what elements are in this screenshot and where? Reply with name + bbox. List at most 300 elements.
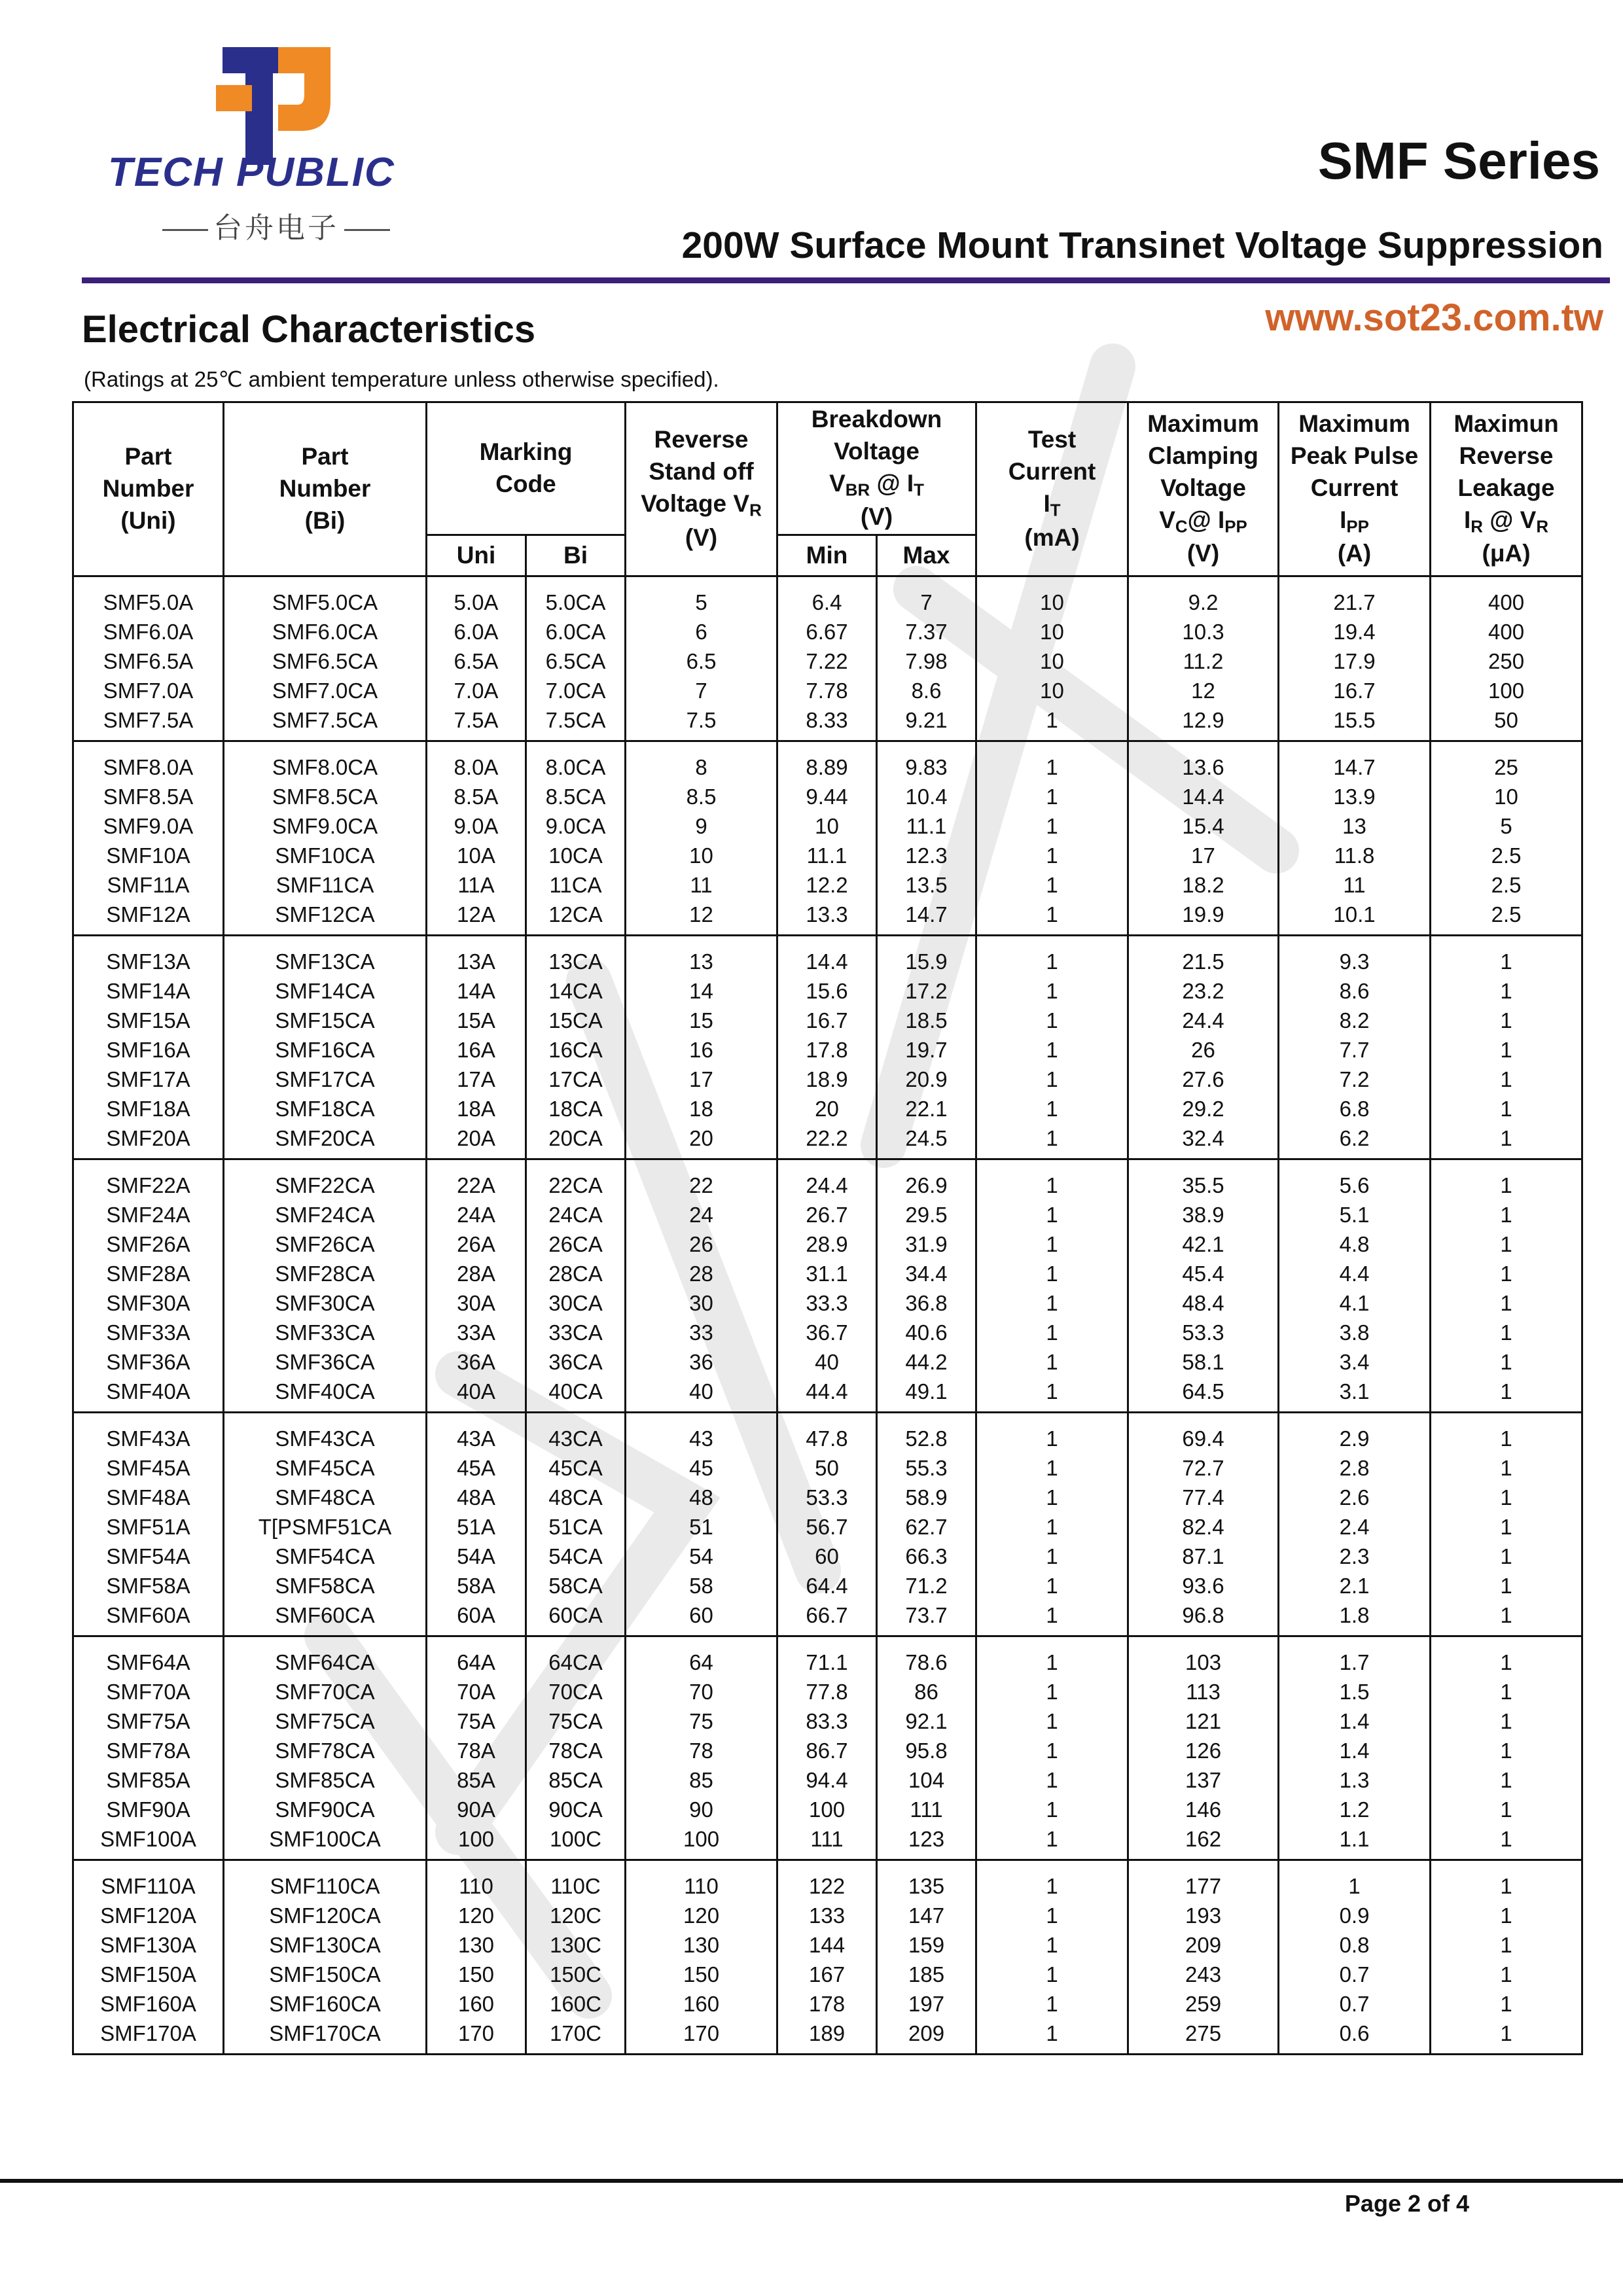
part-number-bi-cell: SMF54CA xyxy=(224,1542,427,1571)
marking-code-uni-cell: 18A xyxy=(427,1094,526,1123)
breakdown-max-cell: 19.7 xyxy=(877,1035,976,1065)
part-number-bi-cell: SMF160CA xyxy=(224,1989,427,2019)
breakdown-max-cell: 13.5 xyxy=(877,870,976,900)
table-row xyxy=(73,676,1582,705)
ratings-note: (Ratings at 25℃ ambient temperature unless otherwise specified). xyxy=(84,367,719,391)
standoff-voltage-cell: 22 xyxy=(626,1159,777,1201)
reverse-leakage-cell: 1 xyxy=(1431,1736,1582,1765)
marking-code-uni-cell: 160 xyxy=(427,1989,526,2019)
marking-code-bi-cell: 51CA xyxy=(526,1512,626,1542)
test-current-cell: 1 xyxy=(976,1200,1128,1229)
test-current-cell: 1 xyxy=(976,1288,1128,1318)
breakdown-min-cell: 111 xyxy=(777,1824,877,1860)
clamping-voltage-cell: 19.9 xyxy=(1128,900,1279,936)
breakdown-max-cell: 95.8 xyxy=(877,1736,976,1765)
part-number-bi-cell: SMF8.5CA xyxy=(224,782,427,811)
marking-code-bi-cell: 54CA xyxy=(526,1542,626,1571)
marking-code-bi-cell: 12CA xyxy=(526,900,626,936)
breakdown-max-cell: 14.7 xyxy=(877,900,976,936)
standoff-voltage-cell: 13 xyxy=(626,936,777,977)
marking-code-uni-cell: 70A xyxy=(427,1677,526,1706)
peak-pulse-current-cell: 17.9 xyxy=(1279,646,1431,676)
clamping-voltage-cell: 35.5 xyxy=(1128,1159,1279,1201)
clamping-voltage-cell: 193 xyxy=(1128,1901,1279,1930)
clamping-voltage-cell: 23.2 xyxy=(1128,976,1279,1006)
table-row xyxy=(73,811,1582,841)
marking-code-uni-cell: 150 xyxy=(427,1960,526,1989)
breakdown-min-cell: 36.7 xyxy=(777,1318,877,1347)
table-row xyxy=(73,1600,1582,1636)
standoff-voltage-cell: 6 xyxy=(626,617,777,646)
part-number-bi-cell: SMF33CA xyxy=(224,1318,427,1347)
marking-code-bi-cell: 5.0CA xyxy=(526,576,626,618)
table-row xyxy=(73,1006,1582,1035)
standoff-voltage-cell: 120 xyxy=(626,1901,777,1930)
table-row xyxy=(73,1736,1582,1765)
marking-code-bi-cell: 30CA xyxy=(526,1288,626,1318)
breakdown-min-cell: 28.9 xyxy=(777,1229,877,1259)
test-current-cell: 10 xyxy=(976,576,1128,618)
clamping-voltage-cell: 10.3 xyxy=(1128,617,1279,646)
part-number-bi-cell: SMF110CA xyxy=(224,1860,427,1901)
table-row xyxy=(73,1960,1582,1989)
clamping-voltage-cell: 26 xyxy=(1128,1035,1279,1065)
clamping-voltage-cell: 72.7 xyxy=(1128,1453,1279,1483)
breakdown-min-cell: 18.9 xyxy=(777,1065,877,1094)
marking-code-uni-cell: 26A xyxy=(427,1229,526,1259)
part-number-bi-cell: SMF24CA xyxy=(224,1200,427,1229)
part-number-uni-cell: SMF45A xyxy=(73,1453,224,1483)
part-number-uni-cell: SMF15A xyxy=(73,1006,224,1035)
part-number-bi-cell: SMF9.0CA xyxy=(224,811,427,841)
peak-pulse-current-cell: 7.7 xyxy=(1279,1035,1431,1065)
standoff-voltage-cell: 24 xyxy=(626,1200,777,1229)
peak-pulse-current-cell: 6.2 xyxy=(1279,1123,1431,1159)
peak-pulse-current-cell: 5.1 xyxy=(1279,1200,1431,1229)
reverse-leakage-cell: 100 xyxy=(1431,676,1582,705)
breakdown-max-cell: 26.9 xyxy=(877,1159,976,1201)
part-number-uni-cell: SMF13A xyxy=(73,936,224,977)
part-number-uni-cell: SMF85A xyxy=(73,1765,224,1795)
standoff-voltage-cell: 170 xyxy=(626,2019,777,2055)
peak-pulse-current-cell: 13.9 xyxy=(1279,782,1431,811)
marking-code-bi-cell: 36CA xyxy=(526,1347,626,1377)
standoff-voltage-cell: 100 xyxy=(626,1824,777,1860)
part-number-bi-cell: SMF85CA xyxy=(224,1765,427,1795)
peak-pulse-current-cell: 2.9 xyxy=(1279,1413,1431,1454)
part-number-uni-cell: SMF110A xyxy=(73,1860,224,1901)
reverse-leakage-cell: 2.5 xyxy=(1431,900,1582,936)
breakdown-min-cell: 12.2 xyxy=(777,870,877,900)
test-current-cell: 10 xyxy=(976,646,1128,676)
breakdown-min-cell: 15.6 xyxy=(777,976,877,1006)
table-header xyxy=(73,402,1582,576)
standoff-voltage-cell: 45 xyxy=(626,1453,777,1483)
marking-code-bi-cell: 7.5CA xyxy=(526,705,626,741)
peak-pulse-current-cell: 1.5 xyxy=(1279,1677,1431,1706)
reverse-leakage-cell: 1 xyxy=(1431,1035,1582,1065)
part-number-bi-cell: SMF14CA xyxy=(224,976,427,1006)
clamping-voltage-cell: 96.8 xyxy=(1128,1600,1279,1636)
breakdown-max-cell: 52.8 xyxy=(877,1413,976,1454)
reverse-leakage-cell: 2.5 xyxy=(1431,870,1582,900)
part-number-uni-cell: SMF90A xyxy=(73,1795,224,1824)
part-number-bi-cell: SMF70CA xyxy=(224,1677,427,1706)
breakdown-max-cell: 111 xyxy=(877,1795,976,1824)
clamping-voltage-cell: 126 xyxy=(1128,1736,1279,1765)
reverse-leakage-cell: 1 xyxy=(1431,1824,1582,1860)
marking-code-bi-cell: 24CA xyxy=(526,1200,626,1229)
part-number-uni-cell: SMF11A xyxy=(73,870,224,900)
table-row xyxy=(73,1860,1582,1901)
breakdown-max-cell: 10.4 xyxy=(877,782,976,811)
part-number-bi-cell: SMF5.0CA xyxy=(224,576,427,618)
part-number-uni-cell: SMF17A xyxy=(73,1065,224,1094)
breakdown-max-cell: 8.6 xyxy=(877,676,976,705)
part-number-uni-cell: SMF9.0A xyxy=(73,811,224,841)
marking-code-bi-cell: 9.0CA xyxy=(526,811,626,841)
clamping-voltage-cell: 42.1 xyxy=(1128,1229,1279,1259)
marking-code-uni-cell: 20A xyxy=(427,1123,526,1159)
test-current-cell: 1 xyxy=(976,1347,1128,1377)
breakdown-min-cell: 44.4 xyxy=(777,1377,877,1413)
peak-pulse-current-cell: 3.4 xyxy=(1279,1347,1431,1377)
marking-code-uni-cell: 170 xyxy=(427,2019,526,2055)
table-row xyxy=(73,1259,1582,1288)
peak-pulse-current-cell: 2.1 xyxy=(1279,1571,1431,1600)
test-current-cell: 1 xyxy=(976,1795,1128,1824)
test-current-cell: 1 xyxy=(976,976,1128,1006)
breakdown-min-cell: 122 xyxy=(777,1860,877,1901)
breakdown-max-cell: 24.5 xyxy=(877,1123,976,1159)
marking-code-uni-cell: 43A xyxy=(427,1413,526,1454)
header-test-current: Test Current $I_T$ (mA) xyxy=(976,402,1128,576)
reverse-leakage-cell: 5 xyxy=(1431,811,1582,841)
row-group xyxy=(73,741,1582,936)
breakdown-max-cell: 49.1 xyxy=(877,1377,976,1413)
clamping-voltage-cell: 27.6 xyxy=(1128,1065,1279,1094)
marking-code-uni-cell: 45A xyxy=(427,1453,526,1483)
reverse-leakage-cell: 1 xyxy=(1431,1006,1582,1035)
table-row xyxy=(73,617,1582,646)
header-peak-pulse-current: Maximum Peak Pulse Current $I_{PP}$ (A) xyxy=(1279,402,1431,576)
table-row xyxy=(73,1035,1582,1065)
part-number-uni-cell: SMF120A xyxy=(73,1901,224,1930)
test-current-cell: 1 xyxy=(976,782,1128,811)
breakdown-min-cell: 10 xyxy=(777,811,877,841)
marking-code-uni-cell: 100 xyxy=(427,1824,526,1860)
clamping-voltage-cell: 24.4 xyxy=(1128,1006,1279,1035)
part-number-bi-cell: SMF26CA xyxy=(224,1229,427,1259)
marking-code-uni-cell: 90A xyxy=(427,1795,526,1824)
standoff-voltage-cell: 64 xyxy=(626,1636,777,1678)
breakdown-max-cell: 66.3 xyxy=(877,1542,976,1571)
header-standoff-voltage: Reverse Stand off Voltage $V_R$ (V) xyxy=(626,402,777,576)
footer-divider xyxy=(0,2179,1623,2183)
table-row xyxy=(73,1065,1582,1094)
peak-pulse-current-cell: 1.4 xyxy=(1279,1736,1431,1765)
marking-code-bi-cell: 17CA xyxy=(526,1065,626,1094)
breakdown-min-cell: 178 xyxy=(777,1989,877,2019)
clamping-voltage-cell: 137 xyxy=(1128,1765,1279,1795)
marking-code-uni-cell: 30A xyxy=(427,1288,526,1318)
marking-code-bi-cell: 43CA xyxy=(526,1413,626,1454)
marking-code-uni-cell: 16A xyxy=(427,1035,526,1065)
breakdown-min-cell: 11.1 xyxy=(777,841,877,870)
breakdown-max-cell: 31.9 xyxy=(877,1229,976,1259)
clamping-voltage-cell: 21.5 xyxy=(1128,936,1279,977)
marking-code-uni-cell: 24A xyxy=(427,1200,526,1229)
standoff-voltage-cell: 17 xyxy=(626,1065,777,1094)
test-current-cell: 1 xyxy=(976,1636,1128,1678)
breakdown-min-cell: 16.7 xyxy=(777,1006,877,1035)
test-current-cell: 1 xyxy=(976,1094,1128,1123)
header-marking-uni: Uni xyxy=(427,535,526,576)
part-number-bi-cell: SMF13CA xyxy=(224,936,427,977)
breakdown-min-cell: 189 xyxy=(777,2019,877,2055)
peak-pulse-current-cell: 19.4 xyxy=(1279,617,1431,646)
reverse-leakage-cell: 10 xyxy=(1431,782,1582,811)
standoff-voltage-cell: 60 xyxy=(626,1600,777,1636)
part-number-bi-cell: SMF30CA xyxy=(224,1288,427,1318)
table-row xyxy=(73,1347,1582,1377)
part-number-uni-cell: SMF70A xyxy=(73,1677,224,1706)
marking-code-bi-cell: 26CA xyxy=(526,1229,626,1259)
test-current-cell: 1 xyxy=(976,1259,1128,1288)
peak-pulse-current-cell: 0.9 xyxy=(1279,1901,1431,1930)
part-number-bi-cell: SMF90CA xyxy=(224,1795,427,1824)
marking-code-bi-cell: 6.0CA xyxy=(526,617,626,646)
test-current-cell: 1 xyxy=(976,900,1128,936)
peak-pulse-current-cell: 1.2 xyxy=(1279,1795,1431,1824)
test-current-cell: 1 xyxy=(976,1318,1128,1347)
logo-subtext: 台舟电子 xyxy=(157,204,395,246)
clamping-voltage-cell: 146 xyxy=(1128,1795,1279,1824)
test-current-cell: 10 xyxy=(976,617,1128,646)
reverse-leakage-cell: 400 xyxy=(1431,617,1582,646)
table-row xyxy=(73,900,1582,936)
peak-pulse-current-cell: 1.1 xyxy=(1279,1824,1431,1860)
table-row xyxy=(73,1571,1582,1600)
standoff-voltage-cell: 7.5 xyxy=(626,705,777,741)
test-current-cell: 1 xyxy=(976,811,1128,841)
marking-code-bi-cell: 78CA xyxy=(526,1736,626,1765)
part-number-uni-cell: SMF75A xyxy=(73,1706,224,1736)
table-row xyxy=(73,1636,1582,1678)
row-group xyxy=(73,936,1582,1159)
test-current-cell: 1 xyxy=(976,1600,1128,1636)
table-row xyxy=(73,870,1582,900)
part-number-bi-cell: SMF18CA xyxy=(224,1094,427,1123)
row-group xyxy=(73,1636,1582,1860)
test-current-cell: 1 xyxy=(976,1736,1128,1765)
part-number-bi-cell: SMF75CA xyxy=(224,1706,427,1736)
test-current-cell: 1 xyxy=(976,705,1128,741)
part-number-bi-cell: SMF78CA xyxy=(224,1736,427,1765)
breakdown-min-cell: 71.1 xyxy=(777,1636,877,1678)
reverse-leakage-cell: 1 xyxy=(1431,1377,1582,1413)
marking-code-uni-cell: 9.0A xyxy=(427,811,526,841)
breakdown-max-cell: 135 xyxy=(877,1860,976,1901)
part-number-uni-cell: SMF8.5A xyxy=(73,782,224,811)
peak-pulse-current-cell: 6.8 xyxy=(1279,1094,1431,1123)
clamping-voltage-cell: 53.3 xyxy=(1128,1318,1279,1347)
breakdown-min-cell: 64.4 xyxy=(777,1571,877,1600)
clamping-voltage-cell: 121 xyxy=(1128,1706,1279,1736)
part-number-uni-cell: SMF58A xyxy=(73,1571,224,1600)
test-current-cell: 1 xyxy=(976,1453,1128,1483)
breakdown-max-cell: 17.2 xyxy=(877,976,976,1006)
table-row xyxy=(73,1824,1582,1860)
row-group xyxy=(73,1413,1582,1636)
part-number-uni-cell: SMF43A xyxy=(73,1413,224,1454)
part-number-bi-cell: SMF130CA xyxy=(224,1930,427,1960)
marking-code-uni-cell: 6.5A xyxy=(427,646,526,676)
breakdown-min-cell: 6.67 xyxy=(777,617,877,646)
header-breakdown-min: Min xyxy=(777,535,877,576)
marking-code-bi-cell: 48CA xyxy=(526,1483,626,1512)
table-row xyxy=(73,2019,1582,2055)
marking-code-uni-cell: 17A xyxy=(427,1065,526,1094)
part-number-uni-cell: SMF18A xyxy=(73,1094,224,1123)
clamping-voltage-cell: 259 xyxy=(1128,1989,1279,2019)
table-row xyxy=(73,1901,1582,1930)
part-number-bi-cell: SMF16CA xyxy=(224,1035,427,1065)
marking-code-bi-cell: 100C xyxy=(526,1824,626,1860)
standoff-voltage-cell: 36 xyxy=(626,1347,777,1377)
part-number-bi-cell: SMF60CA xyxy=(224,1600,427,1636)
test-current-cell: 1 xyxy=(976,1860,1128,1901)
standoff-voltage-cell: 160 xyxy=(626,1989,777,2019)
marking-code-uni-cell: 5.0A xyxy=(427,576,526,618)
section-title: Electrical Characteristics xyxy=(82,308,536,351)
part-number-uni-cell: SMF100A xyxy=(73,1824,224,1860)
test-current-cell: 1 xyxy=(976,870,1128,900)
peak-pulse-current-cell: 5.6 xyxy=(1279,1159,1431,1201)
table-row xyxy=(73,782,1582,811)
marking-code-bi-cell: 160C xyxy=(526,1989,626,2019)
row-group xyxy=(73,1860,1582,2055)
marking-code-uni-cell: 54A xyxy=(427,1542,526,1571)
row-group xyxy=(73,1159,1582,1413)
breakdown-max-cell: 55.3 xyxy=(877,1453,976,1483)
marking-code-uni-cell: 22A xyxy=(427,1159,526,1201)
test-current-cell: 1 xyxy=(976,1065,1128,1094)
peak-pulse-current-cell: 2.6 xyxy=(1279,1483,1431,1512)
test-current-cell: 1 xyxy=(976,741,1128,783)
series-title: SMF Series xyxy=(1317,132,1600,190)
website-link[interactable]: www.sot23.com.tw xyxy=(1265,296,1603,339)
part-number-uni-cell: SMF64A xyxy=(73,1636,224,1678)
breakdown-max-cell: 40.6 xyxy=(877,1318,976,1347)
table-row xyxy=(73,1159,1582,1201)
part-number-uni-cell: SMF78A xyxy=(73,1736,224,1765)
breakdown-min-cell: 31.1 xyxy=(777,1259,877,1288)
marking-code-bi-cell: 7.0CA xyxy=(526,676,626,705)
clamping-voltage-cell: 77.4 xyxy=(1128,1483,1279,1512)
breakdown-max-cell: 78.6 xyxy=(877,1636,976,1678)
marking-code-bi-cell: 15CA xyxy=(526,1006,626,1035)
clamping-voltage-cell: 113 xyxy=(1128,1677,1279,1706)
part-number-uni-cell: SMF6.0A xyxy=(73,617,224,646)
peak-pulse-current-cell: 0.8 xyxy=(1279,1930,1431,1960)
part-number-uni-cell: SMF130A xyxy=(73,1930,224,1960)
table-row xyxy=(73,1123,1582,1159)
part-number-bi-cell: SMF40CA xyxy=(224,1377,427,1413)
breakdown-max-cell: 123 xyxy=(877,1824,976,1860)
reverse-leakage-cell: 1 xyxy=(1431,1094,1582,1123)
breakdown-max-cell: 7.98 xyxy=(877,646,976,676)
marking-code-bi-cell: 58CA xyxy=(526,1571,626,1600)
standoff-voltage-cell: 51 xyxy=(626,1512,777,1542)
marking-code-uni-cell: 120 xyxy=(427,1901,526,1930)
part-number-uni-cell: SMF160A xyxy=(73,1989,224,2019)
breakdown-min-cell: 133 xyxy=(777,1901,877,1930)
peak-pulse-current-cell: 4.4 xyxy=(1279,1259,1431,1288)
breakdown-max-cell: 12.3 xyxy=(877,841,976,870)
reverse-leakage-cell: 1 xyxy=(1431,1571,1582,1600)
breakdown-max-cell: 29.5 xyxy=(877,1200,976,1229)
peak-pulse-current-cell: 1.7 xyxy=(1279,1636,1431,1678)
clamping-voltage-cell: 58.1 xyxy=(1128,1347,1279,1377)
breakdown-max-cell: 36.8 xyxy=(877,1288,976,1318)
reverse-leakage-cell: 1 xyxy=(1431,1065,1582,1094)
standoff-voltage-cell: 150 xyxy=(626,1960,777,1989)
test-current-cell: 1 xyxy=(976,1542,1128,1571)
standoff-voltage-cell: 5 xyxy=(626,576,777,618)
marking-code-bi-cell: 70CA xyxy=(526,1677,626,1706)
header-marking-bi: Bi xyxy=(526,535,626,576)
clamping-voltage-cell: 45.4 xyxy=(1128,1259,1279,1288)
peak-pulse-current-cell: 1.3 xyxy=(1279,1765,1431,1795)
reverse-leakage-cell: 1 xyxy=(1431,976,1582,1006)
table-row xyxy=(73,1377,1582,1413)
peak-pulse-current-cell: 7.2 xyxy=(1279,1065,1431,1094)
header-breakdown-voltage: Breakdown Voltage $V_{BR}$ @ $I_T$ (V) xyxy=(777,402,976,535)
part-number-uni-cell: SMF30A xyxy=(73,1288,224,1318)
test-current-cell: 1 xyxy=(976,1413,1128,1454)
standoff-voltage-cell: 90 xyxy=(626,1795,777,1824)
electrical-characteristics-table xyxy=(72,401,1583,2055)
marking-code-bi-cell: 75CA xyxy=(526,1706,626,1736)
clamping-voltage-cell: 162 xyxy=(1128,1824,1279,1860)
marking-code-bi-cell: 16CA xyxy=(526,1035,626,1065)
part-number-bi-cell: SMF48CA xyxy=(224,1483,427,1512)
reverse-leakage-cell: 1 xyxy=(1431,1542,1582,1571)
marking-code-bi-cell: 110C xyxy=(526,1860,626,1901)
table-row xyxy=(73,841,1582,870)
reverse-leakage-cell: 1 xyxy=(1431,1318,1582,1347)
marking-code-uni-cell: 13A xyxy=(427,936,526,977)
peak-pulse-current-cell: 10.1 xyxy=(1279,900,1431,936)
test-current-cell: 1 xyxy=(976,1229,1128,1259)
table-row xyxy=(73,1512,1582,1542)
test-current-cell: 1 xyxy=(976,1706,1128,1736)
marking-code-uni-cell: 11A xyxy=(427,870,526,900)
reverse-leakage-cell: 2.5 xyxy=(1431,841,1582,870)
breakdown-max-cell: 71.2 xyxy=(877,1571,976,1600)
peak-pulse-current-cell: 2.4 xyxy=(1279,1512,1431,1542)
clamping-voltage-cell: 9.2 xyxy=(1128,576,1279,618)
reverse-leakage-cell: 1 xyxy=(1431,1860,1582,1901)
part-number-bi-cell: SMF20CA xyxy=(224,1123,427,1159)
part-number-bi-cell: SMF28CA xyxy=(224,1259,427,1288)
company-logo xyxy=(98,33,412,249)
marking-code-uni-cell: 130 xyxy=(427,1930,526,1960)
breakdown-max-cell: 7.37 xyxy=(877,617,976,646)
reverse-leakage-cell: 1 xyxy=(1431,1930,1582,1960)
peak-pulse-current-cell: 13 xyxy=(1279,811,1431,841)
